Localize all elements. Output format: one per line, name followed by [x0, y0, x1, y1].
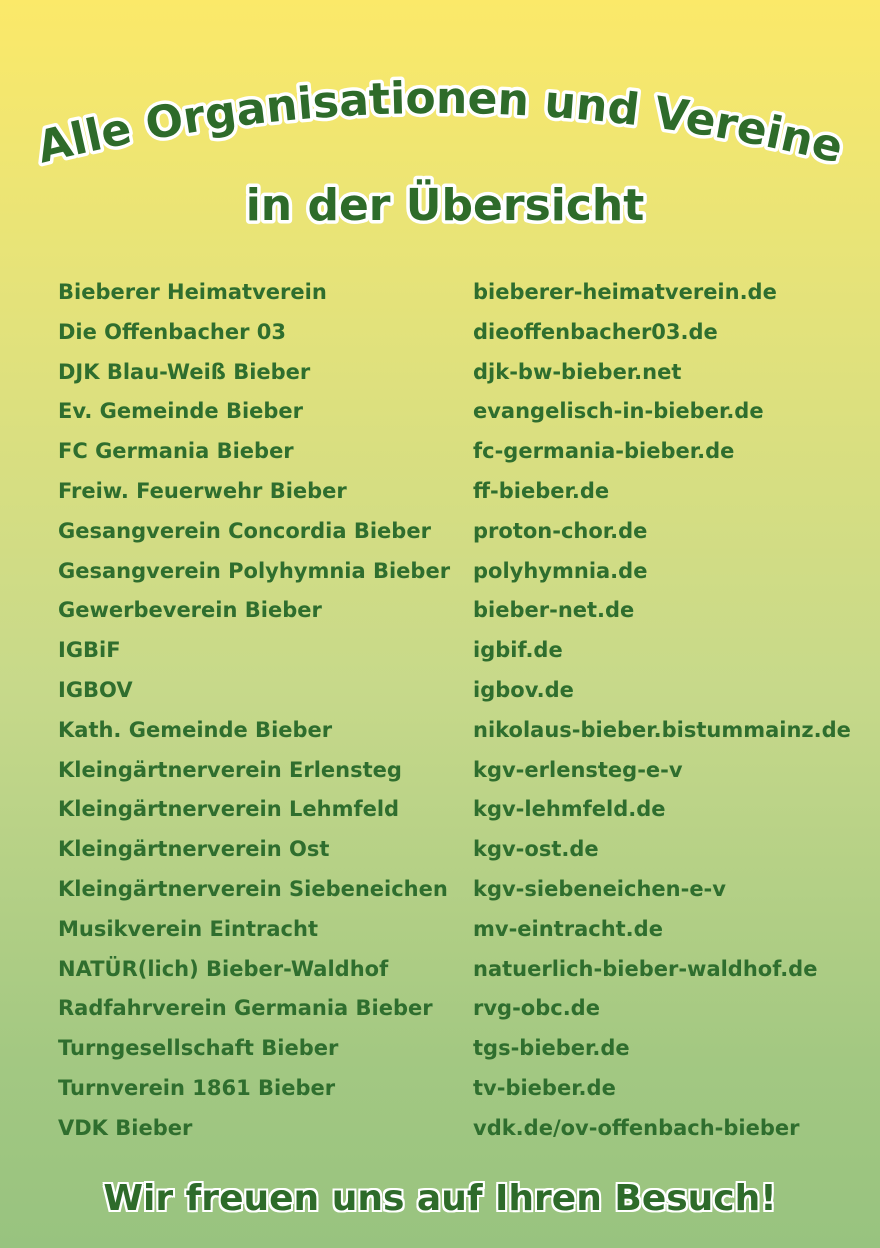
- organization-name: Kleingärtnerverein Lehmfeld: [58, 797, 400, 822]
- organization-name: Gesangverein Concordia Bieber: [58, 518, 431, 543]
- list-item: [58, 632, 858, 672]
- organization-website: dieoffenbacher03.de: [473, 319, 718, 344]
- list-item: [58, 951, 858, 991]
- footer-message: Wir freuen uns auf Ihren Besuch!: [103, 1178, 777, 1219]
- organization-name: Kleingärtnerverein Siebeneichen: [58, 876, 448, 901]
- organization-name: FC Germania Bieber: [58, 439, 294, 464]
- organization-name: Radfahrverein Germania Bieber: [58, 996, 433, 1021]
- list-item: [58, 791, 858, 831]
- organization-name: VDK Bieber: [58, 1115, 193, 1140]
- list-item: [58, 274, 858, 314]
- organization-name: Turnverein 1861 Bieber: [58, 1075, 336, 1100]
- organization-list: [58, 274, 858, 1150]
- list-item: [58, 473, 858, 513]
- organization-website: tgs-bieber.de: [473, 1036, 630, 1061]
- organization-website: proton-chor.de: [473, 518, 648, 543]
- organization-website: nikolaus-bieber.bistummainz.de: [473, 717, 851, 742]
- organization-name: Gewerbeverein Bieber: [58, 598, 322, 623]
- organization-website: evangelisch-in-bieber.de: [473, 399, 764, 424]
- organization-name: Musikverein Eintracht: [58, 916, 318, 941]
- list-item: [58, 871, 858, 911]
- list-item: [58, 990, 858, 1030]
- organization-name: Gesangverein Polyhymnia Bieber: [58, 558, 451, 583]
- organization-website: kgv-ost.de: [473, 837, 599, 862]
- list-item: [58, 1070, 858, 1110]
- list-item: [58, 553, 858, 593]
- list-item: [58, 592, 858, 632]
- organization-name: Ev. Gemeinde Bieber: [58, 399, 304, 424]
- list-item: [58, 752, 858, 792]
- organization-name: Die Offenbacher 03: [58, 319, 286, 344]
- organization-name: Kath. Gemeinde Bieber: [58, 717, 333, 742]
- organization-website: fc-germania-bieber.de: [473, 439, 735, 464]
- list-item: [58, 314, 858, 354]
- organization-website: kgv-erlensteg-e-v: [473, 757, 683, 782]
- title-line-2: in der Übersicht: [245, 180, 645, 231]
- organization-name: Turngesellschaft Bieber: [58, 1036, 339, 1061]
- organization-website: mv-eintracht.de: [473, 916, 663, 941]
- organization-website: kgv-lehmfeld.de: [473, 797, 666, 822]
- organization-website: natuerlich-bieber-waldhof.de: [473, 956, 818, 981]
- list-item: [58, 831, 858, 871]
- organization-name: Kleingärtnerverein Erlensteg: [58, 757, 402, 782]
- organization-website: rvg-obc.de: [473, 996, 600, 1021]
- organization-name: Freiw. Feuerwehr Bieber: [58, 478, 347, 503]
- list-item: [58, 1030, 858, 1070]
- list-item: [58, 513, 858, 553]
- organization-website: tv-bieber.de: [473, 1075, 616, 1100]
- organization-name: NATÜR(lich) Bieber-Waldhof: [58, 956, 389, 981]
- organization-website: djk-bw-bieber.net: [473, 359, 682, 384]
- organization-name: DJK Blau-Weiß Bieber: [58, 359, 311, 384]
- organization-name: IGBOV: [58, 677, 133, 702]
- list-item: [58, 672, 858, 712]
- organization-website: igbov.de: [473, 677, 574, 702]
- organization-website: vdk.de/ov-offenbach-bieber: [473, 1115, 800, 1140]
- list-item: [58, 433, 858, 473]
- list-item: [58, 1110, 858, 1150]
- organization-name: Bieberer Heimatverein: [58, 280, 327, 304]
- organization-website: polyhymnia.de: [473, 558, 648, 583]
- list-item: [58, 354, 858, 394]
- organization-website: ff-bieber.de: [473, 478, 610, 503]
- page-title: [0, 60, 880, 260]
- organization-website: bieber-net.de: [473, 598, 635, 623]
- organization-website: igbif.de: [473, 638, 563, 663]
- organization-name: Kleingärtnerverein Ost: [58, 837, 330, 862]
- list-item: [58, 393, 858, 433]
- organization-website: bieberer-heimatverein.de: [473, 280, 777, 304]
- list-item: [58, 712, 858, 752]
- title-line-1: Alle Organisationen und Vereine: [32, 72, 848, 174]
- list-item: [58, 911, 858, 951]
- organization-name: IGBiF: [58, 638, 121, 663]
- organization-website: kgv-siebeneichen-e-v: [473, 876, 726, 901]
